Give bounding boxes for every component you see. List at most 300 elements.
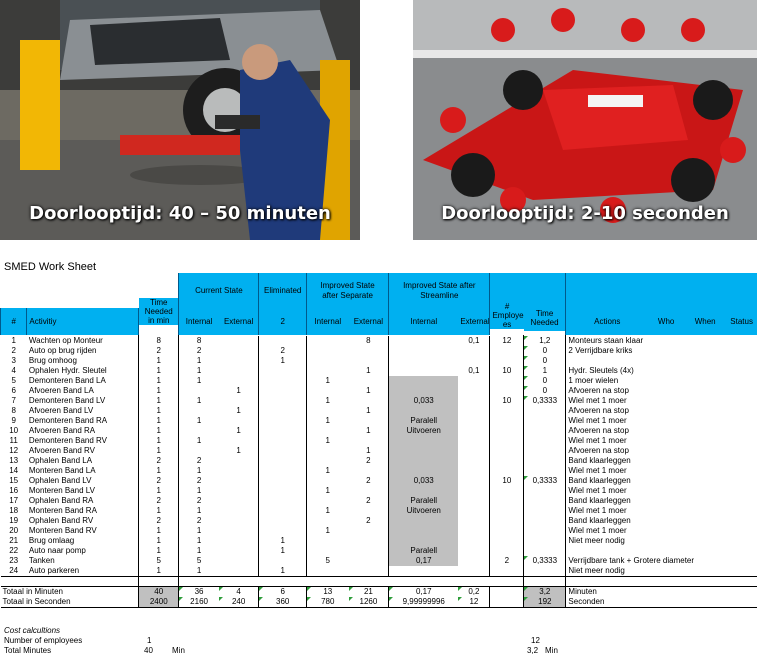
time-needed-improved [524,546,566,556]
time-needed-improved: 0 [524,346,566,356]
streamline-internal: Uitvoeren [389,506,459,516]
current-external [219,536,259,546]
time-needed: 1 [139,396,179,406]
total-streamline-external: 0,2 [458,587,490,598]
separate-external [349,526,389,536]
separate-external: 2 [349,496,389,506]
time-needed: 1 [139,386,179,396]
worksheet-row [1,386,757,396]
eliminated [259,426,306,436]
eliminated: 1 [259,356,306,366]
action-text: Wiel met 1 moer [568,436,627,445]
row-number: 12 [9,446,19,455]
activity-name: Wachten op Monteur [28,336,103,345]
total-current-external: 240 [219,597,259,608]
col-separate-internal: Internal [306,308,348,335]
streamline-internal [389,446,459,456]
separate-internal [306,516,348,526]
separate-external [349,466,389,476]
action-text: Wiel met 1 moer [568,506,627,515]
time-needed-improved [524,516,566,526]
current-external [219,396,259,406]
activity-name: Ophalen Band LA [28,456,93,465]
time-needed: 2 [139,496,179,506]
total-streamline-internal: 9,99999996 [389,597,459,608]
col-time-needed-short: Time Needed [524,304,566,331]
time-needed-improved [524,426,566,436]
streamline-external [458,516,490,526]
streamline-external [458,566,490,577]
streamline-internal [389,436,459,446]
eliminated: 1 [259,546,306,556]
minutes-unit-after: Min [545,646,558,655]
time-needed-improved: 1,2 [524,336,566,346]
time-needed-improved [524,566,566,577]
current-state-header: Current State [179,273,259,308]
eliminated [259,496,306,506]
time-needed-improved [524,456,566,466]
eliminated [259,446,306,456]
header-row-groups [1,273,757,308]
worksheet-row [1,466,757,476]
time-needed: 1 [139,536,179,546]
total-separate-internal: 780 [306,597,348,608]
action-text: Band klaarleggen [568,456,631,465]
activity-name: Auto op brug rijden [28,346,97,355]
eliminated: 2 [259,346,306,356]
current-external: 1 [219,386,259,396]
current-external [219,366,259,376]
separate-internal: 1 [325,436,330,445]
row-number: 20 [9,526,19,535]
action-text: Wiel met 1 moer [568,486,627,495]
activity-name: Afvoeren Band LA [28,386,94,395]
totals-label: Totaal in Seconden [1,597,139,608]
time-needed: 2 [139,476,179,486]
current-external: 1 [219,426,259,436]
separate-internal: 1 [325,466,330,475]
streamline-internal: Paralell [389,546,459,556]
current-external [219,546,259,556]
activity-name: Ophalen Band RA [28,496,94,505]
col-activity: Activitiy [27,308,139,335]
worksheet-row [1,336,757,346]
row-number: 24 [1,566,27,577]
eliminated [259,396,306,406]
separate-external [349,506,389,516]
separate-internal [306,356,348,366]
streamline-internal [389,486,459,496]
current-external [219,436,259,446]
row-number: 21 [9,536,19,545]
current-internal: 2 [196,496,202,505]
col-hash: # [1,308,27,335]
minutes-after: 3,2 [527,646,539,655]
separate-internal [306,546,348,556]
current-internal: 1 [196,466,202,475]
employees [490,386,524,396]
activity-name: Monteren Band LA [28,466,96,475]
action-text: Wiel met 1 moer [568,416,627,425]
streamline-external [458,446,490,456]
worksheet-row [1,516,757,526]
streamline-external [458,466,490,476]
activity-name: Afvoeren Band RA [28,426,96,435]
header-row-columns [1,308,757,335]
separate-external [349,356,389,366]
separate-internal: 1 [325,416,330,425]
employees [490,426,524,436]
current-external [219,346,259,356]
worksheet-row [1,416,757,426]
streamline-internal [389,346,459,356]
left-photo-caption: Doorlooptijd: 40 – 50 minuten [29,203,331,224]
worksheet-row [1,496,757,506]
activity-name: Afvoeren Band LV [28,406,94,415]
total-current-external: 4 [219,587,259,598]
employees [490,346,524,356]
separate-external [349,556,389,566]
employees-after: 12 [531,636,540,645]
separate-internal: 1 [325,486,330,495]
activity-name: Brug omhoog [28,356,77,365]
employees [490,456,524,466]
streamline-external [458,426,490,436]
separate-internal: 1 [325,526,330,535]
streamline-internal [389,566,459,577]
improved-streamline-header: Improved State after Streamline [389,273,490,308]
streamline-external [458,526,490,536]
activity-name: Monteren Band RV [28,526,97,535]
totals-label: Totaal in Minuten [1,587,139,598]
eliminated [259,506,306,516]
current-internal: 1 [196,366,202,375]
current-external [219,336,259,346]
right-photo-caption: Doorlooptijd: 2-10 seconden [441,203,729,224]
current-internal: 1 [196,486,202,495]
col-time-needed: Time Needed in min [139,298,179,325]
separate-internal [306,346,348,356]
activity-name: Demonteren Band LA [28,376,106,385]
employees: 12 [502,336,512,345]
employees [490,516,524,526]
separate-external [349,486,389,496]
employees: 10 [502,366,512,375]
streamline-internal: Paralell [389,416,459,426]
separate-external: 1 [349,446,389,456]
worksheet-row [1,356,757,366]
action-text: Wiel met 1 moer [568,466,627,475]
current-internal: 1 [196,376,202,385]
separate-internal [306,476,348,486]
activity-name: Monteren Band LV [28,486,95,495]
current-internal: 1 [196,536,202,545]
eliminated [259,556,306,566]
activity-name: Brug omlaag [28,536,75,545]
current-external [219,556,259,566]
separate-external [349,346,389,356]
streamline-external: 0,1 [458,336,490,346]
action-text: Band klaarleggen [568,516,631,525]
eliminated: 1 [259,566,306,577]
time-needed: 1 [139,546,179,556]
streamline-external [458,346,490,356]
action-text: Afvoeren na stop [568,406,629,415]
total-unit: Seconden [566,597,757,608]
action-text: Niet meer nodig [566,566,757,577]
employees: 10 [502,476,512,485]
row-number: 8 [11,406,16,415]
current-external: 1 [219,406,259,416]
total-current-internal: 2160 [179,597,219,608]
minutes-unit-before: Min [172,646,185,655]
time-needed: 1 [139,566,179,577]
activity-name: Demonteren Band RV [28,436,107,445]
action-text [566,546,757,556]
current-external [219,516,259,526]
streamline-external [458,536,490,546]
employees [490,536,524,546]
employees [490,526,524,536]
activity-name: Afvoeren Band RV [28,446,95,455]
employees [490,466,524,476]
streamline-external [458,416,490,426]
time-needed: 2 [139,346,179,356]
streamline-external [458,506,490,516]
separate-internal: 1 [325,376,330,385]
activity-name: Demonteren Band LV [28,396,106,405]
current-internal: 2 [196,516,202,525]
separate-internal [306,406,348,416]
worksheet-row [1,376,757,386]
garage-photo [0,0,360,240]
row-number: 3 [11,356,16,365]
time-needed: 1 [139,426,179,436]
eliminated [259,466,306,476]
employees [490,496,524,506]
time-needed: 2 [139,456,179,466]
current-external [219,456,259,466]
time-needed: 1 [139,446,179,456]
time-needed-improved: 0,3333 [524,476,566,486]
streamline-internal [389,356,459,366]
col-current-internal: Internal [179,308,219,335]
employees [490,506,524,516]
action-text: Wiel met 1 moer [568,396,627,405]
streamline-external [458,356,490,366]
streamline-internal: Uitvoeren [389,426,459,436]
time-needed: 1 [139,366,179,376]
improved-separate-header: Improved State after Separate [306,273,388,308]
streamline-internal [389,536,459,546]
current-internal [179,386,219,396]
action-text: 2 Verrijdbare kriks [568,346,633,355]
col-actions: Actions [566,308,648,335]
eliminated [259,526,306,536]
employees [490,446,524,456]
current-internal: 1 [196,436,202,445]
eliminated [259,486,306,496]
action-text: Afvoeren na stop [568,386,629,395]
action-text: Afvoeren na stop [568,426,629,435]
eliminated-header: Eliminated [259,273,306,308]
time-needed: 1 [139,416,179,426]
total-streamline-external: 12 [458,597,490,608]
time-needed-improved [524,406,566,416]
current-external [219,486,259,496]
action-text [566,356,757,366]
total-separate-external: 21 [349,587,389,598]
action-text: Afvoeren na stop [568,446,629,455]
separate-external: 1 [349,426,389,436]
time-needed: 1 [139,486,179,496]
col-who: Who [648,308,684,335]
current-internal: 2 [196,476,202,485]
row-number: 23 [9,556,19,565]
separate-external [349,566,389,577]
worksheet-row [1,546,757,556]
separate-internal [306,426,348,436]
row-number: 11 [9,436,18,445]
total-unit: Minuten [566,587,757,598]
employees [490,546,524,556]
worksheet-row [1,426,757,436]
current-internal: 1 [196,546,202,555]
current-external [219,416,259,426]
eliminated [259,456,306,466]
row-number: 7 [11,396,16,405]
separate-external: 1 [349,366,389,376]
time-needed-improved [524,416,566,426]
time-needed-improved: 0 [524,376,566,386]
worksheet-row [1,446,757,456]
eliminated [259,436,306,446]
current-external [219,566,259,577]
worksheet-row [1,476,757,486]
time-needed-improved [524,496,566,506]
streamline-external [458,376,490,386]
time-needed: 8 [139,336,179,346]
separate-external [349,536,389,546]
streamline-internal [389,336,459,346]
col-current-external: External [219,308,259,335]
streamline-external [458,476,490,486]
time-needed-improved [524,436,566,446]
time-needed-improved: 0 [524,386,566,396]
time-needed-improved: 0 [524,356,566,366]
separate-internal [306,496,348,506]
worksheet-row [1,346,757,356]
time-needed: 1 [139,356,179,366]
minutes-before: 40 [144,646,153,655]
action-text: Band klaarleggen [568,496,631,505]
separate-external: 8 [349,336,389,346]
current-external [219,376,259,386]
action-text: Band klaarleggen [568,476,631,485]
total-eliminated: 360 [259,597,306,608]
current-external [219,476,259,486]
separate-internal [306,566,348,577]
action-text: Monteurs staan klaar [568,336,644,345]
pitstop-photo [413,0,757,240]
worksheet-row [1,366,757,376]
row-number: 2 [11,346,16,355]
current-external: 1 [219,446,259,456]
time-needed: 1 [139,506,179,516]
activity-name: Auto naar pomp [28,546,86,555]
current-internal: 1 [196,416,202,425]
time-needed-improved [524,536,566,546]
row-number: 13 [9,456,19,465]
separate-internal [306,446,348,456]
separate-internal [306,456,348,466]
streamline-external [458,496,490,506]
activity-name: Demonteren Band RA [28,416,108,425]
totals-row [1,597,757,608]
streamline-internal: 0,033 [389,476,459,486]
action-text: Hydr. Sleutels (4x) [568,366,634,375]
row-number: 15 [9,476,19,485]
action-text: Wiel met 1 moer [568,526,627,535]
employees [490,416,524,426]
time-needed-improved [524,526,566,536]
streamline-internal [389,456,459,466]
streamline-external [458,396,490,406]
eliminated [259,336,306,346]
employees [490,486,524,496]
total-streamline-internal: 0,17 [389,587,459,598]
separate-internal: 1 [325,506,330,515]
cost-title: Cost calcultions [4,626,61,635]
employees: 2 [504,556,510,565]
eliminated [259,366,306,376]
time-needed: 5 [139,556,179,566]
worksheet-row [1,506,757,516]
row-number: 4 [11,366,16,375]
separate-external [349,416,389,426]
total-time-needed: 2400 [139,597,179,608]
time-needed-improved [524,506,566,516]
col-employees: # Employe es [490,302,524,329]
total-eliminated: 6 [259,587,306,598]
time-needed: 1 [139,526,179,536]
current-internal: 1 [196,396,202,405]
current-internal [179,426,219,436]
action-text: Verrijdbare tank + Grotere diameter [568,556,695,565]
total-separate-external: 1260 [349,597,389,608]
worksheet-row [1,486,757,496]
separate-internal [306,536,348,546]
streamline-internal: 0,17 [389,556,459,566]
streamline-external: 0,1 [458,366,490,376]
col-streamline-internal: Internal [389,308,459,335]
col-when: When [684,308,726,335]
streamline-external [458,456,490,466]
row-number: 16 [9,486,19,495]
streamline-internal [389,386,459,396]
current-external [219,466,259,476]
eliminated: 1 [259,536,306,546]
time-needed: 1 [139,436,179,446]
col-separate-external: External [349,308,389,335]
separate-external [349,436,389,446]
time-needed-improved [524,446,566,456]
streamline-external [458,436,490,446]
row-number: 17 [9,496,19,505]
total-current-internal: 36 [179,587,219,598]
current-internal: 2 [196,456,202,465]
employees [490,356,524,366]
